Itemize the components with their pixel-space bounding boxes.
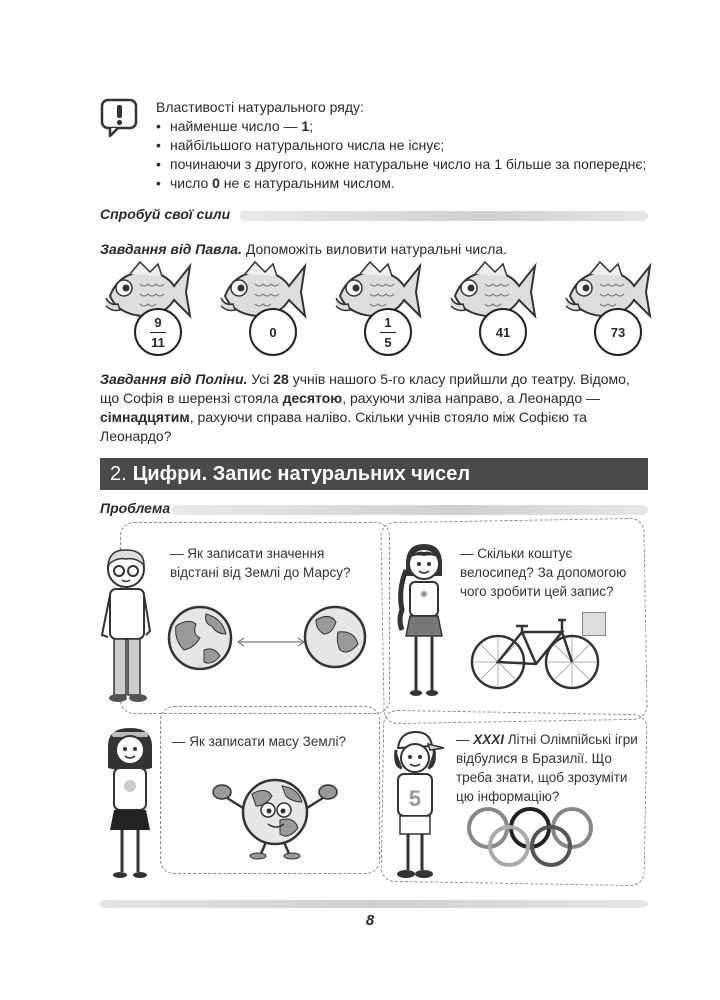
distance-arrow-icon <box>236 634 306 652</box>
number-circle <box>249 308 297 356</box>
cartoon-earth-icon <box>210 760 340 865</box>
property-item: • починаючи з другого, кожне натуральне число на 1 більше за попереднє; <box>156 155 676 174</box>
number-value: 73 <box>610 324 626 340</box>
property-item: • число 0 не є натуральним числом. <box>156 174 676 193</box>
property-item: • найменше число — 1; <box>156 117 676 136</box>
heading-underline <box>172 505 648 515</box>
earth-globe-icon <box>166 604 234 677</box>
task-pavlo: Завдання від Павла. Допоможіть виловити натуральні числа. <box>100 241 508 257</box>
fraction-numerator: 1 <box>384 314 392 330</box>
girl-with-braid-illustration <box>392 540 456 707</box>
section-title: Цифри. Запис натуральних чисел <box>132 463 471 485</box>
properties-list <box>156 98 676 193</box>
section-header <box>100 458 648 490</box>
problem-heading: Проблема <box>100 500 171 516</box>
fraction-bar <box>380 332 396 333</box>
fish-item[interactable] <box>330 258 430 358</box>
number-circle <box>134 308 182 356</box>
page-number: 8 <box>365 912 375 929</box>
boy-in-cap-illustration <box>380 726 450 887</box>
number-circle <box>479 308 527 356</box>
task-polina: Завдання від Поліни. Усі 28 учнів нашого 5-го класу прийшли до театру. Відомо, що Софія в шерензі стояла десятою, рахуючи зліва направо, а Леонардо — сімнадцятим, рахуючи справа наліво. Скільки учнів стояло між Софією та Леонардо? <box>100 371 630 444</box>
fraction-denominator: 11 <box>151 334 165 350</box>
heading-underline <box>240 211 648 221</box>
price-tag-icon <box>582 612 606 636</box>
fish-item[interactable] <box>100 258 200 358</box>
fraction-denominator: 5 <box>384 334 392 350</box>
try-heading: Спробуй свої сили <box>100 206 231 222</box>
footer-divider <box>100 900 648 908</box>
fish-item[interactable] <box>215 258 315 358</box>
number-value: 41 <box>495 324 511 340</box>
number-value: 0 <box>269 324 277 340</box>
speech-bicycle: — Скільки коштує велосипед? За допомогою чого зробити цей запис? <box>460 546 627 599</box>
boy-with-glasses-illustration <box>96 545 160 710</box>
olympic-rings-icon <box>464 804 596 875</box>
speech-distance: — Як записати значення відстані від Землі до Марсу? <box>170 546 351 580</box>
properties-intro: Властивості натурального ряду: <box>156 99 364 115</box>
exclamation-icon <box>100 98 140 138</box>
property-item: • найбільшого натурального числа не існує; <box>156 136 676 155</box>
fraction-bar <box>150 332 166 333</box>
number-circle <box>364 308 412 356</box>
jersey-number: 5 <box>408 786 422 811</box>
bicycle-icon <box>470 606 600 697</box>
girl-with-headband-illustration <box>98 722 162 889</box>
fish-item[interactable] <box>445 258 545 358</box>
speech-olympics: — XXXI Літні Олімпійські ігри відбулися в Бразилії. Що треба знати, щоб зрозуміти цю інформацію? <box>456 732 638 804</box>
section-number: 2. <box>110 463 127 485</box>
fraction-numerator: 9 <box>154 314 162 330</box>
number-circle <box>594 308 642 356</box>
fish-item[interactable] <box>560 258 660 358</box>
speech-earth-mass: — Як записати масу Землі? <box>172 734 347 749</box>
mars-globe-icon <box>302 604 368 675</box>
